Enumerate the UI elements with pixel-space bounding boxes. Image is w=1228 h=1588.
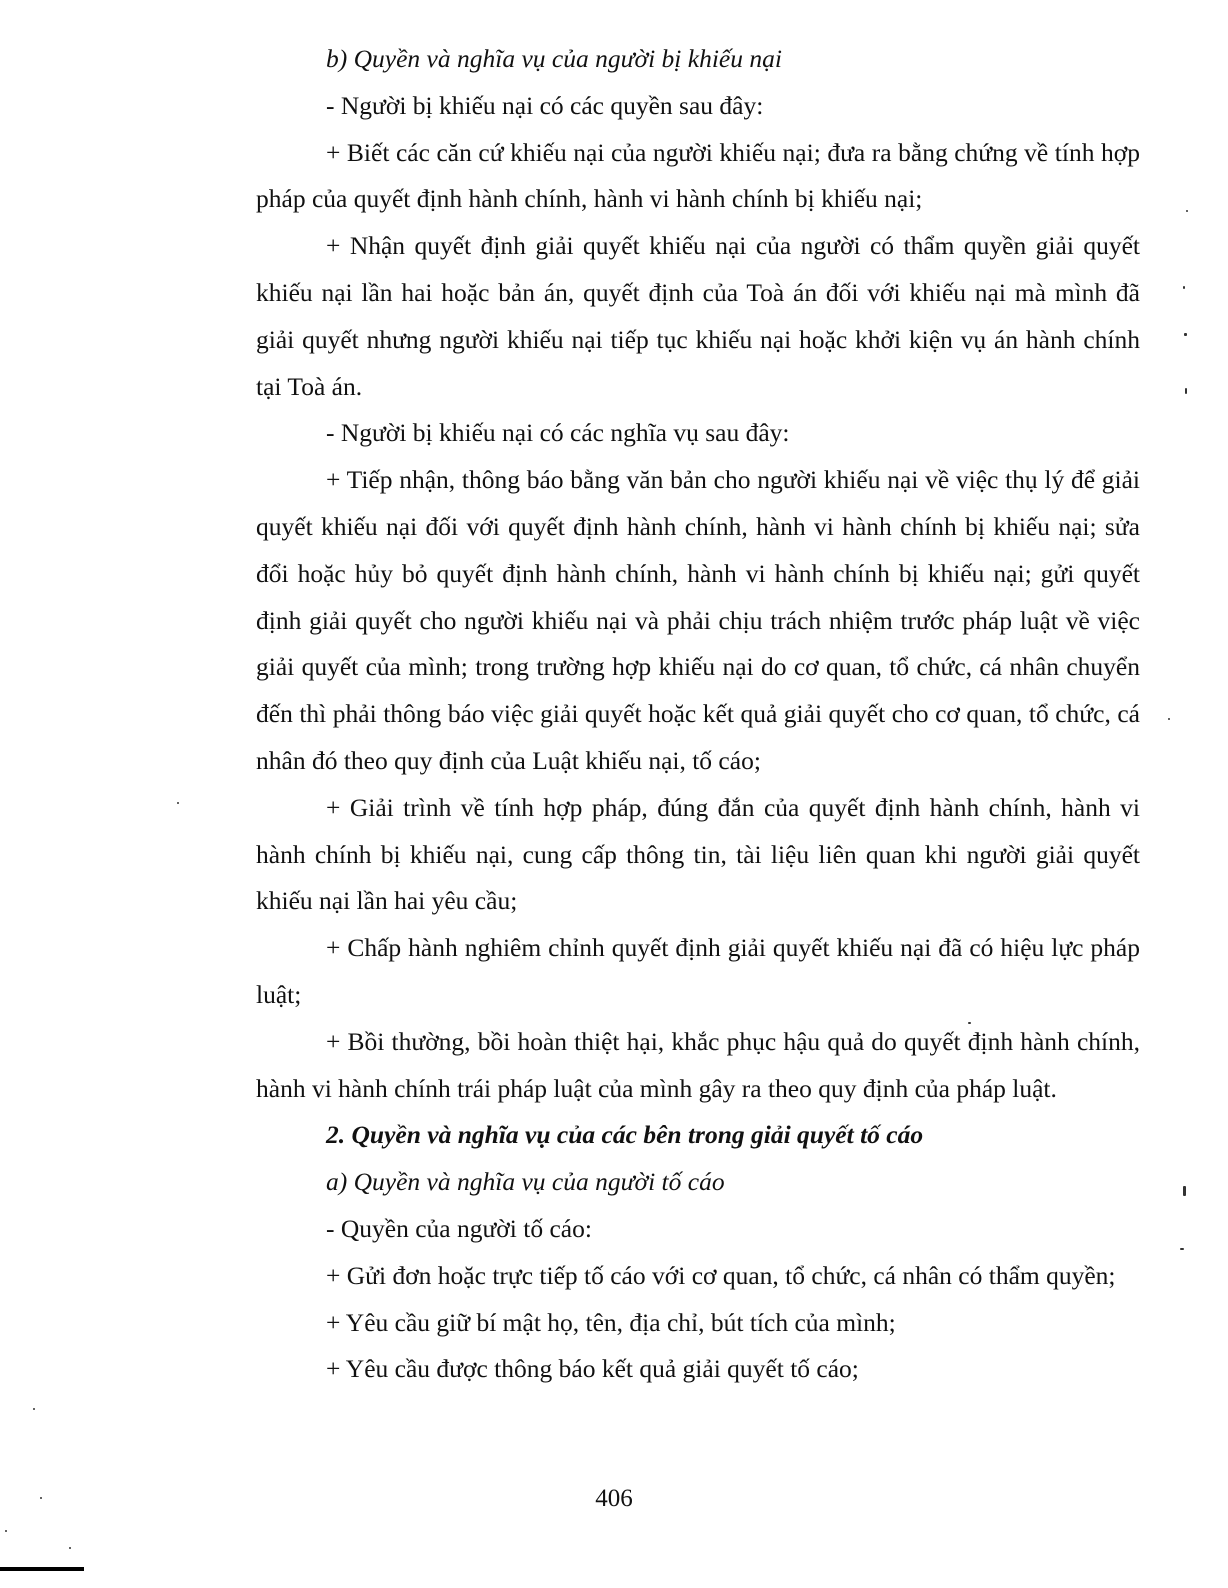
subsection-heading-a: a) Quyền và nghĩa vụ của người tố cáo	[326, 1167, 725, 1197]
scan-speck	[69, 1547, 71, 1549]
paragraph-right-2: + Nhận quyết định giải quyết khiếu nại của người có thẩm quyền giải quyết khiếu nại lần hai hoặc bản án, quyết định của Toà án đối với khiếu nại mà mình đã giải quyết nhưng người khiếu nại tiếp tục khiếu nại hoặc khởi kiện vụ án hành chính tại Toà án.	[256, 231, 1140, 401]
scan-speck	[33, 1408, 35, 1410]
paragraph-denouncer-right-1: + Gửi đơn hoặc trực tiếp tố cáo với cơ quan, tổ chức, cá nhân có thẩm quyền;	[326, 1260, 1116, 1290]
paragraph-duty-3: + Chấp hành nghiêm chỉnh quyết định giải quyết khiếu nại đã có hiệu lực pháp luật;	[256, 933, 1140, 1009]
scan-speck	[1184, 333, 1187, 336]
scan-speck	[1183, 1186, 1186, 1196]
bottom-edge-rule	[0, 1567, 84, 1571]
paragraph-duty-1: + Tiếp nhận, thông báo bằng văn bản cho người khiếu nại về việc thụ lý để giải quyết khiếu nại đối với quyết định hành chính, hành vi hành chính bị khiếu nại; sửa đổi hoặc hủy bỏ quyết định hành chính, hành vi hành chính bị khiếu nại; gửi quyết định giải quyết cho người khiếu nại và phải chịu trách nhiệm trước pháp luật về việc giải quyết của mình; trong trường hợp khiếu nại do cơ quan, tổ chức, cá nhân chuyển đến thì phải thông báo việc giải quyết hoặc kết quả giải quyết cho cơ quan, tổ chức, cá nhân đó theo quy định của Luật khiếu nại, tố cáo;	[256, 465, 1140, 775]
scan-speck	[5, 1530, 7, 1532]
page-body	[256, 36, 1140, 1393]
page-number: 406	[595, 1485, 633, 1512]
paragraph-rights-intro: - Người bị khiếu nại có các quyền sau đây:	[326, 90, 764, 120]
scan-speck	[1180, 1248, 1184, 1250]
scan-speck	[1186, 210, 1188, 212]
scan-speck	[40, 1497, 42, 1499]
paragraph-right-1: + Biết các căn cứ khiếu nại của người khiếu nại; đưa ra bằng chứng về tính hợp pháp của quyết định hành chính, hành vi hành chính bị khiếu nại;	[256, 137, 1140, 214]
paragraph-duty-2: + Giải trình về tính hợp pháp, đúng đắn của quyết định hành chính, hành vi hành chính bị khiếu nại, cung cấp thông tin, tài liệu liên quan khi người giải quyết khiếu nại lần hai yêu cầu;	[256, 792, 1140, 916]
paragraph-denouncer-right-2: + Yêu cầu giữ bí mật họ, tên, địa chỉ, bút tích của mình;	[326, 1307, 896, 1337]
scan-speck	[1185, 388, 1187, 394]
paragraph-denouncer-rights-intro: - Quyền của người tố cáo:	[326, 1213, 592, 1243]
paragraph-denouncer-right-3: + Yêu cầu được thông báo kết quả giải quyết tố cáo;	[326, 1354, 859, 1384]
paragraph-duty-4: + Bồi thường, bồi hoàn thiệt hại, khắc phục hậu quả do quyết định hành chính, hành vi hành chính trái pháp luật của mình gây ra theo quy định của pháp luật.	[256, 1026, 1140, 1103]
scan-speck	[1183, 286, 1185, 289]
scan-speck	[968, 1022, 971, 1024]
scan-speck	[1168, 718, 1170, 720]
section-heading-2: 2. Quyền và nghĩa vụ của các bên trong giải quyết tố cáo	[326, 1120, 924, 1150]
subsection-heading-b: b) Quyền và nghĩa vụ của người bị khiếu nại	[326, 44, 782, 73]
paragraph-duties-intro: - Người bị khiếu nại có các nghĩa vụ sau đây:	[326, 418, 790, 448]
scan-speck	[177, 802, 179, 804]
